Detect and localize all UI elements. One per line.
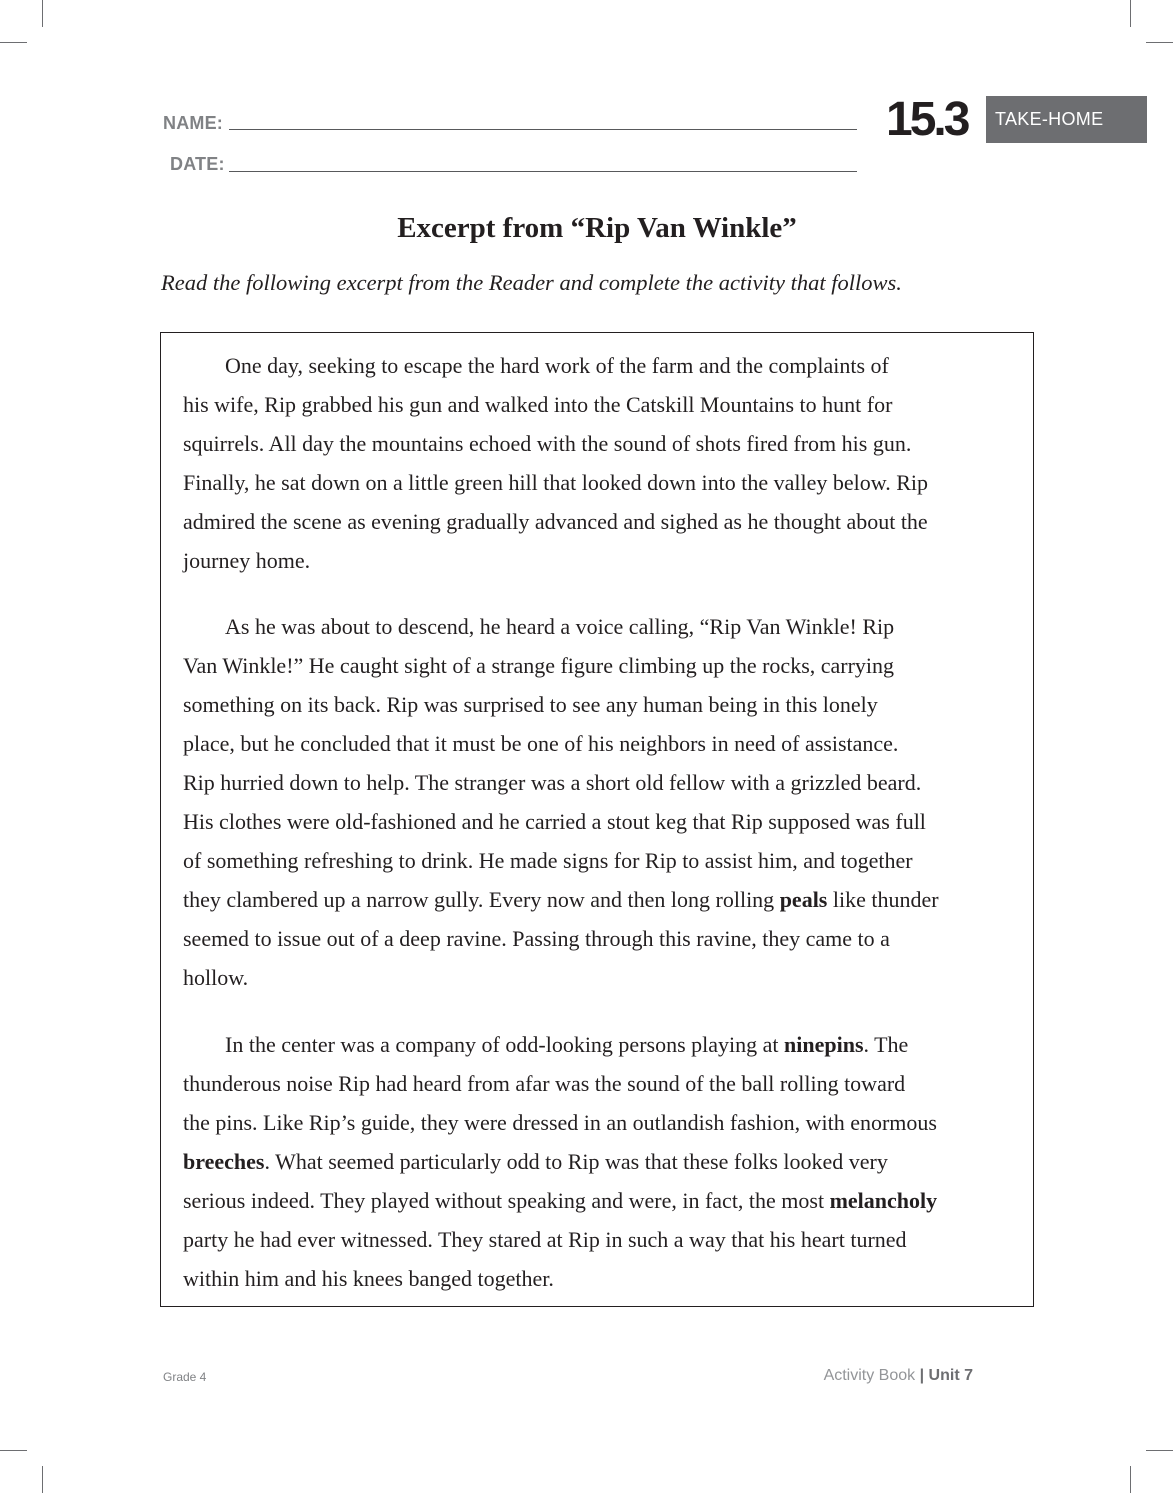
name-line[interactable] bbox=[229, 129, 857, 130]
text-line: the pins. Like Rip’s guide, they were dressed in an outlandish fashion, with enormous bbox=[183, 1110, 937, 1135]
footer-book: Activity Book bbox=[823, 1367, 916, 1384]
text-line: hollow. bbox=[183, 965, 249, 990]
crop-mark bbox=[0, 42, 27, 43]
text-line: thunderous noise Rip had heard from afar was the sound of the ball rolling toward bbox=[183, 1071, 906, 1096]
text-line: place, but he concluded that it must be one of his neighbors in need of assistance. bbox=[183, 731, 899, 756]
text-segment: like thunder bbox=[827, 887, 939, 912]
paragraph-1 bbox=[183, 346, 1023, 580]
paragraph-2 bbox=[183, 607, 1023, 997]
text-segment: In the center was a company of odd-looking persons playing at bbox=[225, 1032, 785, 1057]
name-label: NAME: bbox=[163, 113, 223, 133]
text-segment: serious indeed. They played without speaking and were, in fact, the most bbox=[183, 1188, 830, 1213]
text-line: His clothes were old-fashioned and he carried a stout keg that Rip supposed was full bbox=[183, 809, 926, 834]
instructions: Read the following excerpt from the Reader and complete the activity that follows. bbox=[161, 270, 902, 295]
date-label: DATE: bbox=[170, 154, 225, 174]
text-segment: . The bbox=[863, 1032, 909, 1057]
crop-mark bbox=[1146, 1450, 1173, 1451]
text-segment: they clambered up a narrow gully. Every now and then long rolling bbox=[183, 887, 780, 912]
text-line bbox=[183, 880, 1023, 919]
vocab-word-breeches: breeches bbox=[183, 1149, 265, 1174]
paragraph-3 bbox=[183, 1025, 1023, 1298]
text-line: journey home. bbox=[183, 548, 311, 573]
page-title: Excerpt from “Rip Van Winkle” bbox=[397, 212, 797, 244]
excerpt-box bbox=[160, 332, 1034, 1307]
vocab-word-ninepins: ninepins bbox=[784, 1032, 864, 1057]
crop-mark bbox=[42, 0, 43, 27]
text-line bbox=[183, 1142, 1023, 1181]
vocab-word-melancholy: melancholy bbox=[829, 1188, 938, 1213]
text-line: squirrels. All day the mountains echoed with the sound of shots fired from his gun. bbox=[183, 431, 912, 456]
footer-separator: | bbox=[919, 1367, 925, 1384]
text-line: One day, seeking to escape the hard work of the farm and the complaints of bbox=[225, 353, 889, 378]
text-line: Van Winkle!” He caught sight of a strange figure climbing up the rocks, carrying bbox=[183, 653, 895, 678]
text-line: of something refreshing to drink. He made signs for Rip to assist him, and together bbox=[183, 848, 913, 873]
text-segment: . What seemed particularly odd to Rip was that these folks looked very bbox=[264, 1149, 888, 1174]
text-line: something on its back. Rip was surprised to see any human being in this lonely bbox=[183, 692, 878, 717]
text-line: his wife, Rip grabbed his gun and walked into the Catskill Mountains to hunt for bbox=[183, 392, 893, 417]
crop-mark bbox=[0, 1450, 27, 1451]
text-line bbox=[183, 1025, 1023, 1064]
footer-grade: Grade 4 bbox=[163, 1370, 207, 1384]
text-line: within him and his knees banged together. bbox=[183, 1266, 554, 1291]
date-line[interactable] bbox=[229, 171, 857, 172]
footer-unit: Unit 7 bbox=[928, 1367, 973, 1384]
text-line: Finally, he sat down on a little green hill that looked down into the valley below. Rip bbox=[183, 470, 929, 495]
text-line: seemed to issue out of a deep ravine. Passing through this ravine, they came to a bbox=[183, 926, 890, 951]
text-line: As he was about to descend, he heard a voice calling, “Rip Van Winkle! Rip bbox=[225, 614, 895, 639]
crop-mark bbox=[1130, 1466, 1131, 1493]
crop-mark bbox=[42, 1466, 43, 1493]
crop-mark bbox=[1130, 0, 1131, 27]
lesson-number: 15.3 bbox=[886, 93, 968, 146]
vocab-word-peals: peals bbox=[779, 887, 828, 912]
footer-book-unit bbox=[824, 1367, 973, 1385]
take-home-badge: TAKE-HOME bbox=[986, 96, 1147, 143]
crop-mark bbox=[1146, 42, 1173, 43]
text-line: admired the scene as evening gradually advanced and sighed as he thought about the bbox=[183, 509, 928, 534]
text-line: party he had ever witnessed. They stared at Rip in such a way that his heart turned bbox=[183, 1227, 907, 1252]
text-line: Rip hurried down to help. The stranger was a short old fellow with a grizzled beard. bbox=[183, 770, 922, 795]
text-line bbox=[183, 1181, 1023, 1220]
